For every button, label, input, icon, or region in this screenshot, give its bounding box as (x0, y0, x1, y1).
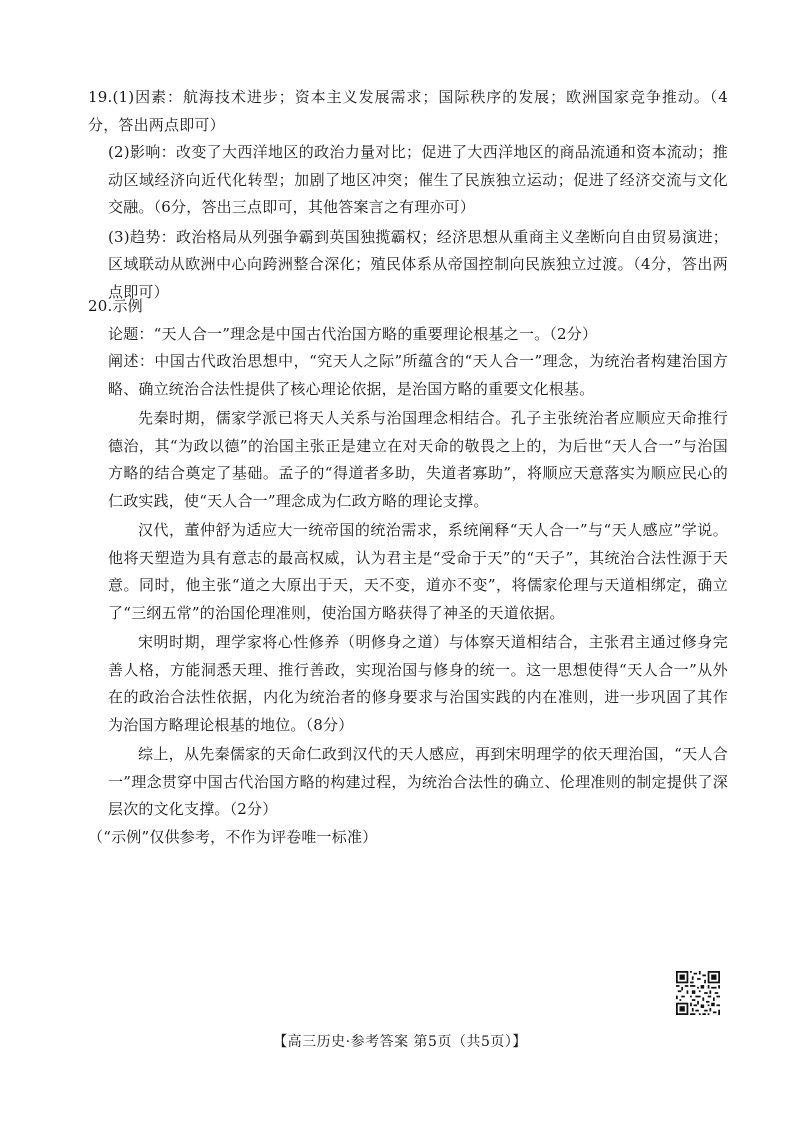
q20-elaboration: 阐述：中国古代政治思想中，“究天人之际”所蕴含的“天人合一”理念，为统治者构建治国方略、确立统治合法性提供了核心理论依据，是治国方略的重要文化根基。 (108, 352, 728, 398)
q20-song-ming-paragraph: 宋明时期，理学家将心性修养（明修身之道）与体察天道相结合，主张君主通过修身完善人格，方能洞悉天理、推行善政，实现治国与修身的统一。这一思想使得“天人合一”从外在的政治合法性依据，内化为统治者的修身要求与治国实践的内在准则，进一步巩固了其作为治国方略理论根基的地位。（8分） (108, 633, 728, 734)
question-19-answer (88, 84, 728, 306)
q20-title: 20.示例 (88, 297, 143, 315)
q19-part1: 19.(1)因素：航海技术进步；资本主义发展需求；国际秩序的发展；欧洲国家竞争推动。（4分，答出两点即可） (88, 88, 728, 134)
q20-conclusion-paragraph: 综上，从先秦儒家的天命仁政到汉代的天人感应，再到宋明理学的依天理治国，“天人合一”理念贯穿中国古代治国方略的构建过程，为统治合法性的确立、伦理准则的制定提供了深层次的文化支撑。（2分） (108, 745, 728, 818)
q20-thesis: 论题：“天人合一”理念是中国古代治国方略的重要理论根基之一。（2分） (108, 324, 598, 343)
q19-part3: (3)趋势：政治格局从列强争霸到英国独揽霸权；经济思想从重商主义垄断向自由贸易演进；区域联动从欧洲中心向跨洲整合深化；殖民体系从帝国控制向民族独立过渡。（4分，答出两点即可） (108, 227, 728, 301)
q20-reference-note: （“示例”仅供参考，不作为评卷唯一标准） (88, 827, 378, 846)
q19-part2: (2)影响：改变了大西洋地区的政治力量对比；促进了大西洋地区的商品流通和资本流动；推动区域经济向近代化转型；加剧了地区冲突；催生了民族独立运动；促进了经济交流与文化交融。（6分，答出三点即可，其他答案言之有理亦可） (108, 143, 728, 216)
q20-pre-qin-paragraph: 先秦时期，儒家学派已将天人关系与治国理念相结合。孔子主张统治者应顺应天命推行德治，其“为政以德”的治国主张正是建立在对天命的敬畏之上的，为后世“天人合一”与治国方略的结合奠定了基础。孟子的“得道者多助，失道者寡助”，将顺应天意落实为顺应民心的仁政实践，使“天人合一”理念成为仁政方略的理论支撑。 (108, 409, 728, 510)
question-20-answer (88, 293, 728, 851)
qr-code-icon (676, 971, 720, 1015)
q20-han-paragraph: 汉代，董仲舒为适应大一统帝国的统治需求，系统阐释“天人合一”与“天人感应”学说。他将天塑造为具有意志的最高权威，认为君主是“受命于天”的“天子”，其统治合法性源于天意。同时，他主张“道之大原出于天，天不变，道亦不变”，将儒家伦理与天道相绑定，确立了“三纲五常”的治国伦理准则，使治国方略获得了神圣的天道依据。 (108, 521, 728, 622)
page-footer: 【高三历史·参考答案 第5页（共5页）】 (273, 1034, 527, 1050)
